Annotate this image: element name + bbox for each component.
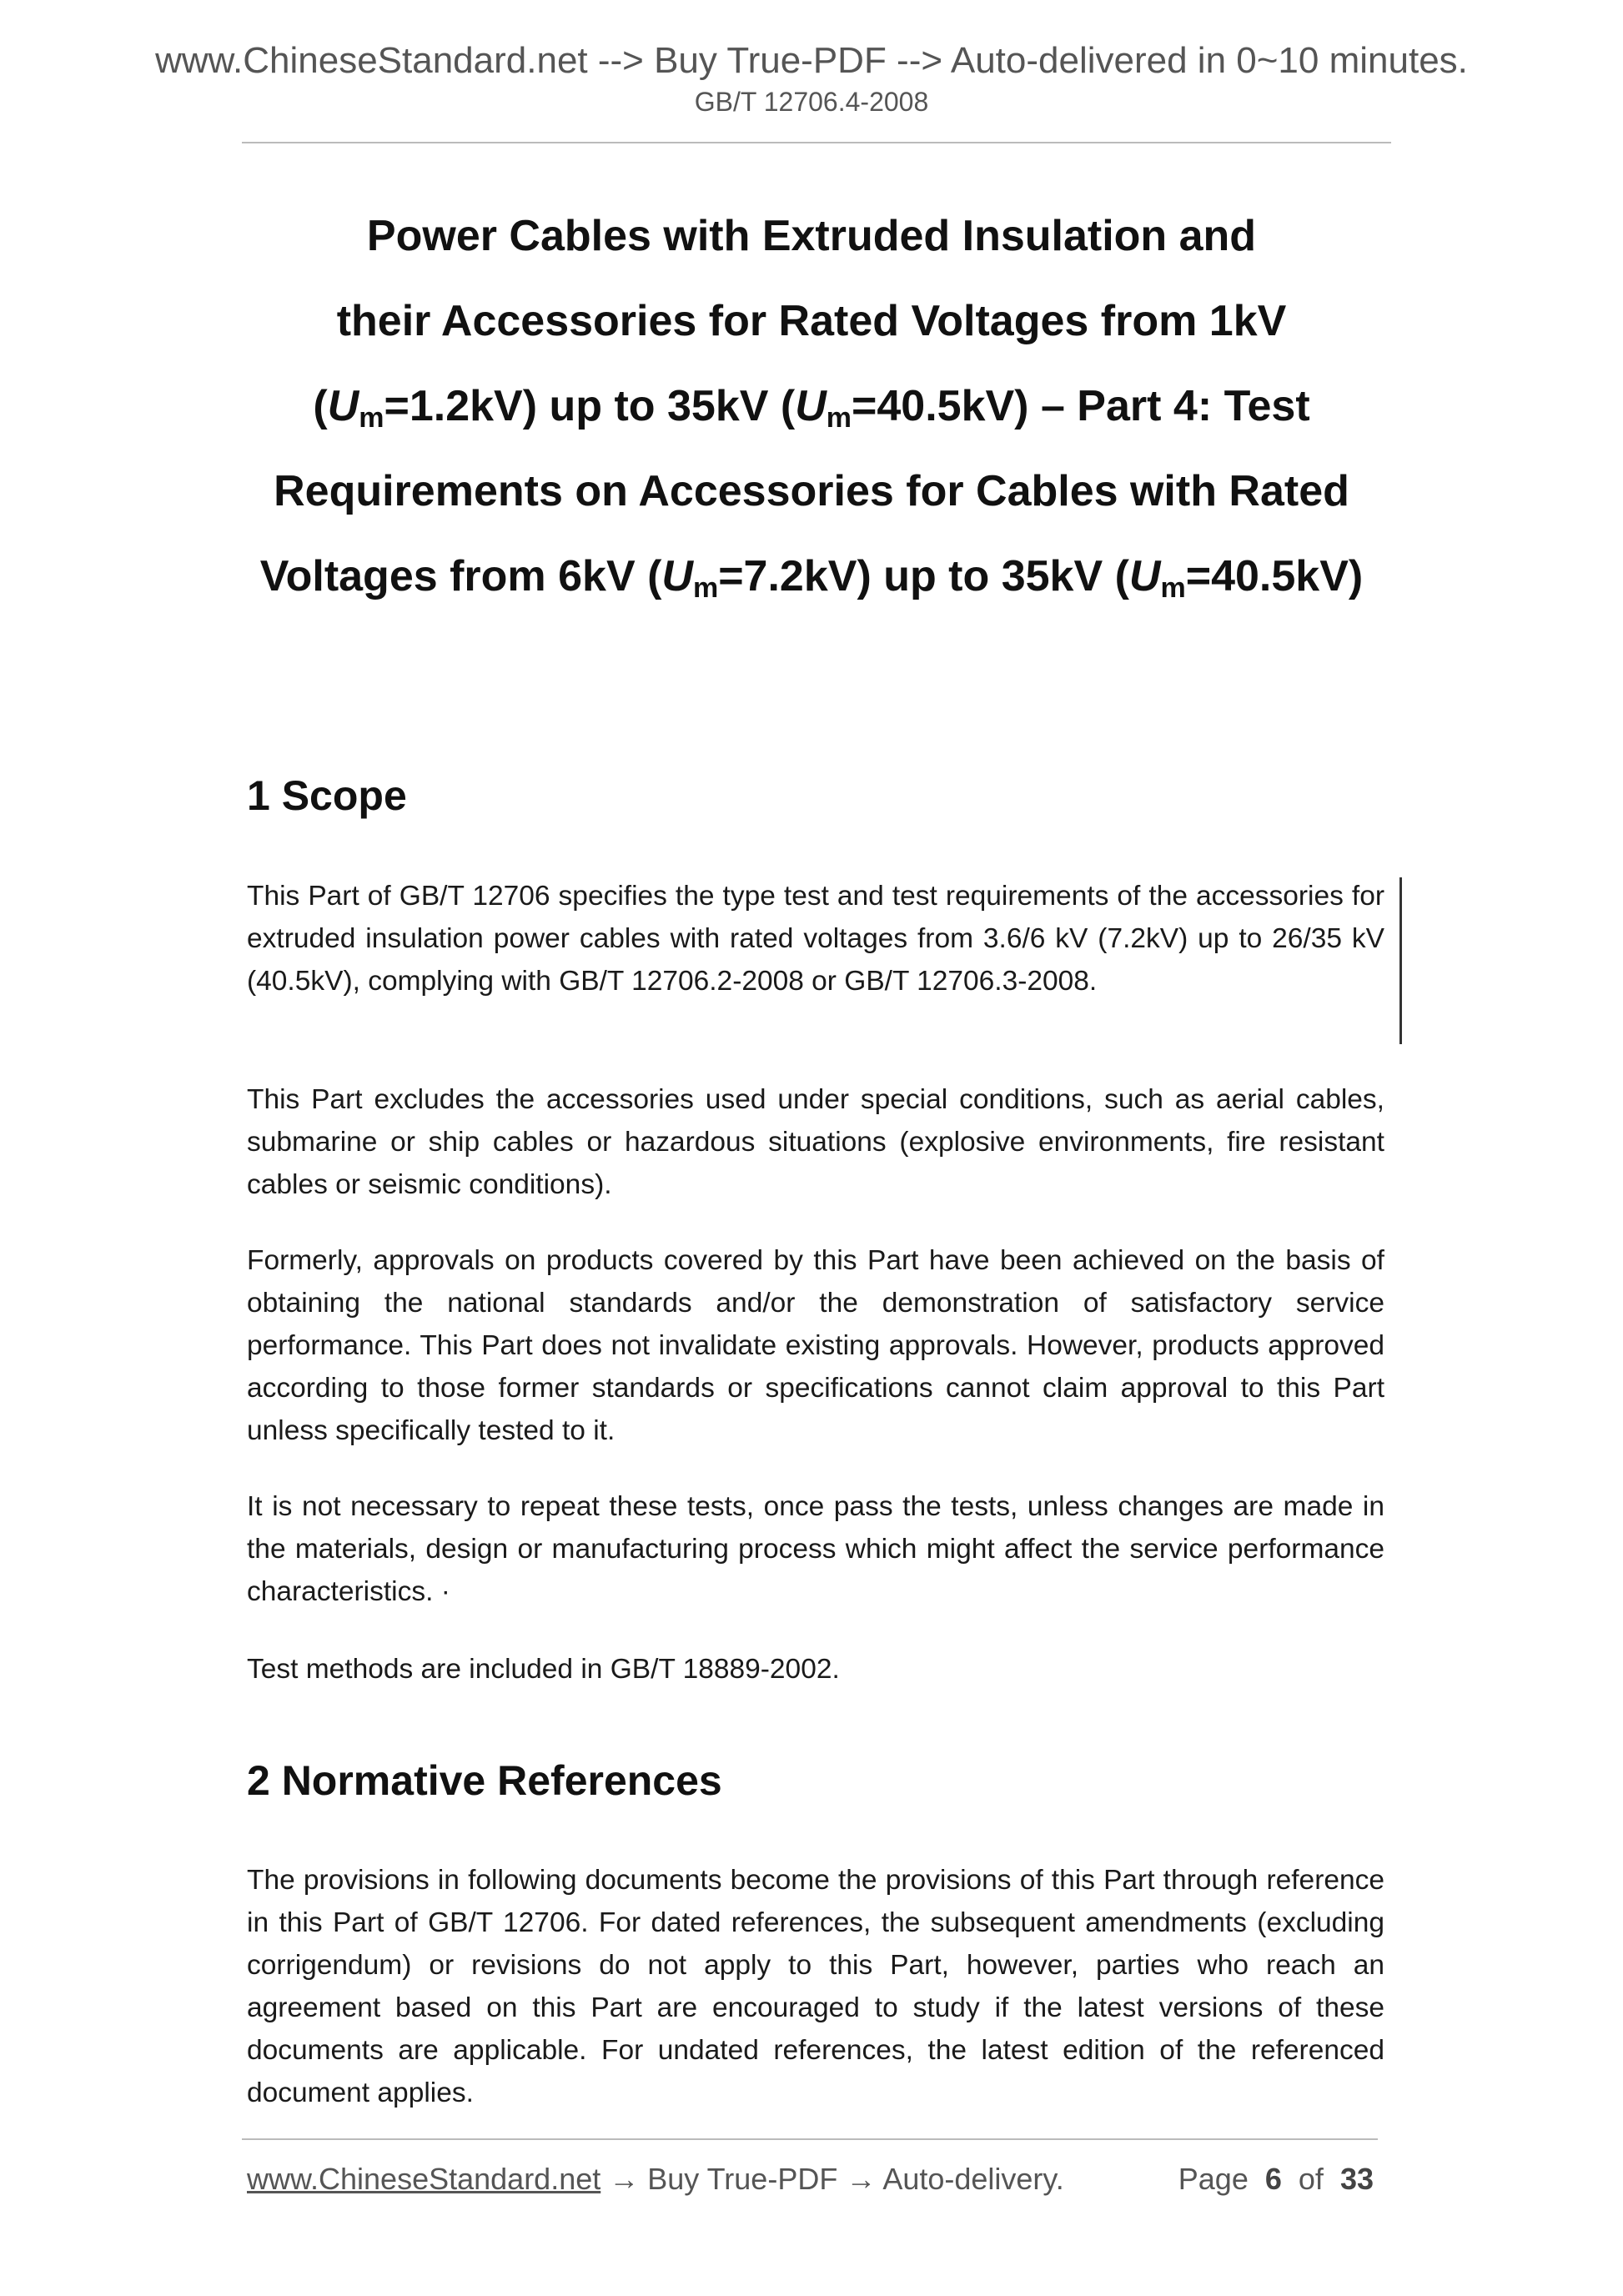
revision-change-bar <box>1399 877 1402 1044</box>
section-heading-normative-references: 2 Normative References <box>247 1757 722 1804</box>
title-line-1: Power Cables with Extruded Insulation and <box>366 212 1257 260</box>
header-divider <box>242 142 1391 143</box>
footer-divider <box>242 2138 1378 2140</box>
footer-site-link[interactable]: www.ChineseStandard.net <box>247 2162 601 2196</box>
page-total: 33 <box>1339 2162 1374 2196</box>
scope-paragraph-2: This Part excludes the accessories used under special conditions, such as aerial cables, submarine or ship cables or hazardous situations (explosive environments, fire resistant cables or seismic conditions). <box>247 1084 1384 1200</box>
title-line-5: Voltages from 6kV $(U_m=7.2kV)$ up to 35kV $(U_m=40.5kV)$ <box>259 552 1364 604</box>
title-line-3: $(U_m=1.2kV)$ up to 35kV $(U_m=40.5kV)$ – Part 4: Test <box>313 382 1310 434</box>
page-number: Page 6 of 33 <box>1178 2162 1374 2196</box>
title-line-2: their Accessories for Rated Voltages from 1kV <box>336 297 1287 345</box>
page-current: 6 <box>1264 2162 1282 2196</box>
scope-paragraph-5: Test methods are included in GB/T 18889-2002. <box>247 1654 840 1685</box>
document-title <box>209 193 1414 619</box>
section-heading-scope: 1 Scope <box>247 772 407 819</box>
scope-paragraph-3: Formerly, approvals on products covered by this Part have been achieved on the basis of obtaining the national standards and/or the demonstration of satisfactory service performance. This Part does not invalidate existing approvals. However, products approved according to those former standards or specifications cannot claim approval to this Part unless specifically tested to it. <box>247 1245 1384 1446</box>
footer-promo-text: → Buy True-PDF → Auto-delivery. <box>600 2162 1064 2196</box>
references-paragraph-1: The provisions in following documents become the provisions of this Part through reference in this Part of GB/T 12706. For dated references, the subsequent amendments (excluding corrigendum) or revisions do not apply to this Part, however, parties who reach an agreement based on this Part are encouraged to study if the latest versions of these documents are applicable. For undated references, the latest edition of the referenced document applies. <box>247 1865 1384 2108</box>
footer-promo <box>247 2162 1064 2197</box>
doc-id: GB/T 12706.4-2008 <box>694 87 929 117</box>
scope-paragraph-4: It is not necessary to repeat these tests, once pass the tests, unless changes are made in the materials, design or manufacturing process which might affect the service performance characteristics. · <box>247 1491 1384 1607</box>
scope-paragraph-1: This Part of GB/T 12706 specifies the type test and test requirements of the accessories for extruded insulation power cables with rated voltages from 3.6/6 kV (7.2kV) up to 26/35 kV (40.5kV), complying with GB/T 12706.2-2008 or GB/T 12706.3-2008. <box>247 881 1384 997</box>
header-banner[interactable]: www.ChineseStandard.net --> Buy True-PDF --> Auto-delivered in 0~10 minutes. <box>155 40 1468 81</box>
title-line-4: Requirements on Accessories for Cables with Rated <box>274 467 1349 515</box>
